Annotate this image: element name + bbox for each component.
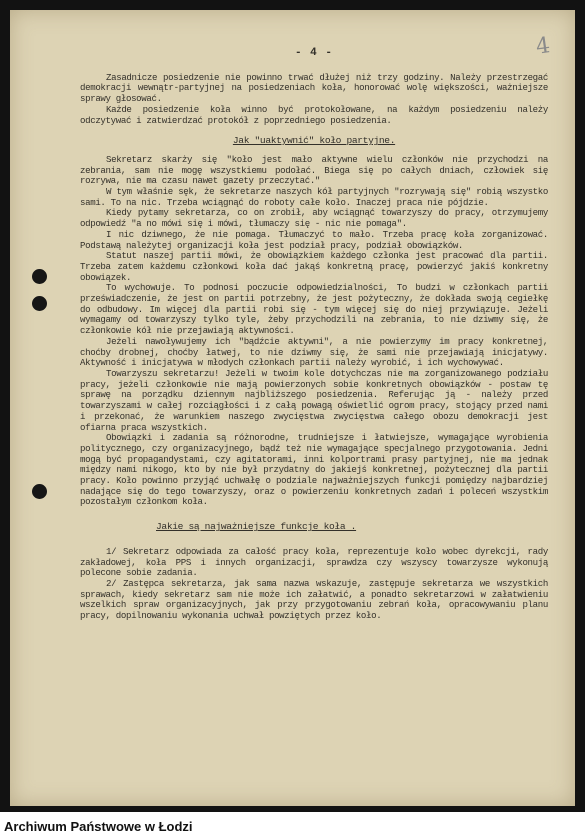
document-body [80,48,548,622]
page-number: - 4 - [294,47,333,59]
document-page [10,10,575,806]
punch-hole-icon [32,269,47,284]
paragraph: Jeżeli nawoływujemy ich "bądźcie aktywni", a nie powierzymy im pracy konkretnej, choćby drobnej, choćby łatwej, to nie dziwmy się, że sami nie przejawiają inicjatywy. Aktywność i inicjatywa w młodych członkach partii należy wyrobić, i ich wychowywać. [80,335,548,369]
paragraph: Kiedy pytamy sekretarza, co on zrobił, aby wciągnąć towarzyszy do pracy, otrzymujemy odpowiedź "a no mówi się i mówi, tłumaczy się - nic nie pomaga". [80,207,548,230]
paragraph: Towarzyszu sekretarzu! Jeżeli w twoim kole dotychczas nie ma zorganizowanego podziału pracy, jeżeli członkowie nie mają powierzonych sobie konkretnych obowiązków - postaw tę sprawę na porządku dziennym najbliższego posiedzenia. Referując ją - należy przed towarzyszami w całej rozciągłości i z całą powagą oświetlić ogrom pracy, stojący przed nami i przekonać, że warunkiem naszego zwycięstwa zwycięstwa całego obozu demokracji jest ofiarna praca wszystkich. [80,367,548,433]
section-heading: Jakie są najważniejsze funkcje koła . [156,521,357,533]
punch-hole-icon [32,296,47,311]
paragraph: Sekretarz skarży się "koło jest mało aktywne wielu członków nie przychodzi na zebrania, sam nie mogę wszystkiemu podołać. Biega się po całych dniach, człowiek się rozrywa, nie ma czasu nawet gazety przeczytać." [80,153,548,187]
paragraph: Każde posiedzenie koła winno być protokołowane, na każdym posiedzeniu należy odczytywać i zatwierdzać protokół z poprzedniego posiedzenia. [80,103,548,126]
paragraph: Zasadnicze posiedzenie nie powinno trwać dłużej niż trzy godziny. Należy przestrzegać demokracji wewnątr-partyjnej na posiedzeniach koła, honorować wolę większości, ważniejsze sprawy głosować. [80,71,548,105]
paragraph: I nic dziwnego, że nie pomaga. Tłumaczyć to mało. Trzeba pracę koła zorganizować. Podstawą należytej organizacji koła jest podział pracy, podział obowiązków. [80,228,548,251]
paragraph: 2/ Zastępca sekretarza, jak sama nazwa wskazuje, zastępuje sekretarza we wszystkich sprawach, kiedy sekretarz sam nie może ich załatwić, a ponadto sekretarzowi w załatwieniu wszelkich spraw organizacyjnych, jak przy przygotowaniu zebrań koła, opracowywaniu planu pracy, dopilnowaniu wykonania uchwał powziętych przez koło. [80,577,548,622]
paragraph: 1/ Sekretarz odpowiada za całość pracy koła, reprezentuje koło wobec dyrekcji, rady zakładowej, koła PPS i innych organizacji, sprawdza czy wszyscy towarzysze wykonują polecone sobie zadania. [80,545,548,579]
paragraph: To wychowuje. To podnosi poczucie odpowiedzialności, To budzi w członkach partii przeświadczenie, że jest on partii potrzebny, że jest pożyteczny, że dokłada swoją cegiełkę do odbudowy. Im więcej dla partii robi się - tym więcej się do niej przywiązuje. Jeżeli wymagamy od towarzyszy tylko tyle, żeby przychodzili na zebrania, to nie dziwmy się, że członkowie kół nie przejawiają aktywności. [80,282,548,337]
paragraph: Obowiązki i zadania są różnorodne, trudniejsze i łatwiejsze, wymagające wyrobienia politycznego, czy organizacyjnego, bądź też nie wymagające specjalnego przygotowania. Jedni mogą być propagandystami, czy agitatorami, inni kolportrami prasy partyjnej, nie ma jednak między nami nikogo, kto by nie był przydatny do jakiejś konkretnej, pożytecznej dla partii pracy. Koło powinno przyjąć uchwałę o podziale najważniejszych funkcji pomiędzy najbardziej nadające się do tego towarzyszy, oraz o powierzeniu konkretnych zadań i poleceń wszystkim pozostałym członkom koła. [80,432,548,508]
section-heading: Jak "uaktywnić" koło partyjne. [232,135,396,147]
paragraph: Statut naszej partii mówi, że obowiązkiem każdego członka jest pracować dla partii. Trzeba zatem każdemu członkowi koła dać jakąś konkretną pracę, powierzyć jakiś konkretny obowiązek. [80,250,548,283]
pencil-page-mark: 4 [534,33,552,60]
paragraph: W tym właśnie sęk, że sekretarze naszych kół partyjnych "rozrywają się" robią wszystko sami. To na nic. Trzeba wciągnąć do roboty całe koło. Inaczej praca nie pójdzie. [80,186,548,208]
punch-hole-icon [32,484,47,499]
archive-label: Archiwum Państwowe w Łodzi [4,819,193,834]
